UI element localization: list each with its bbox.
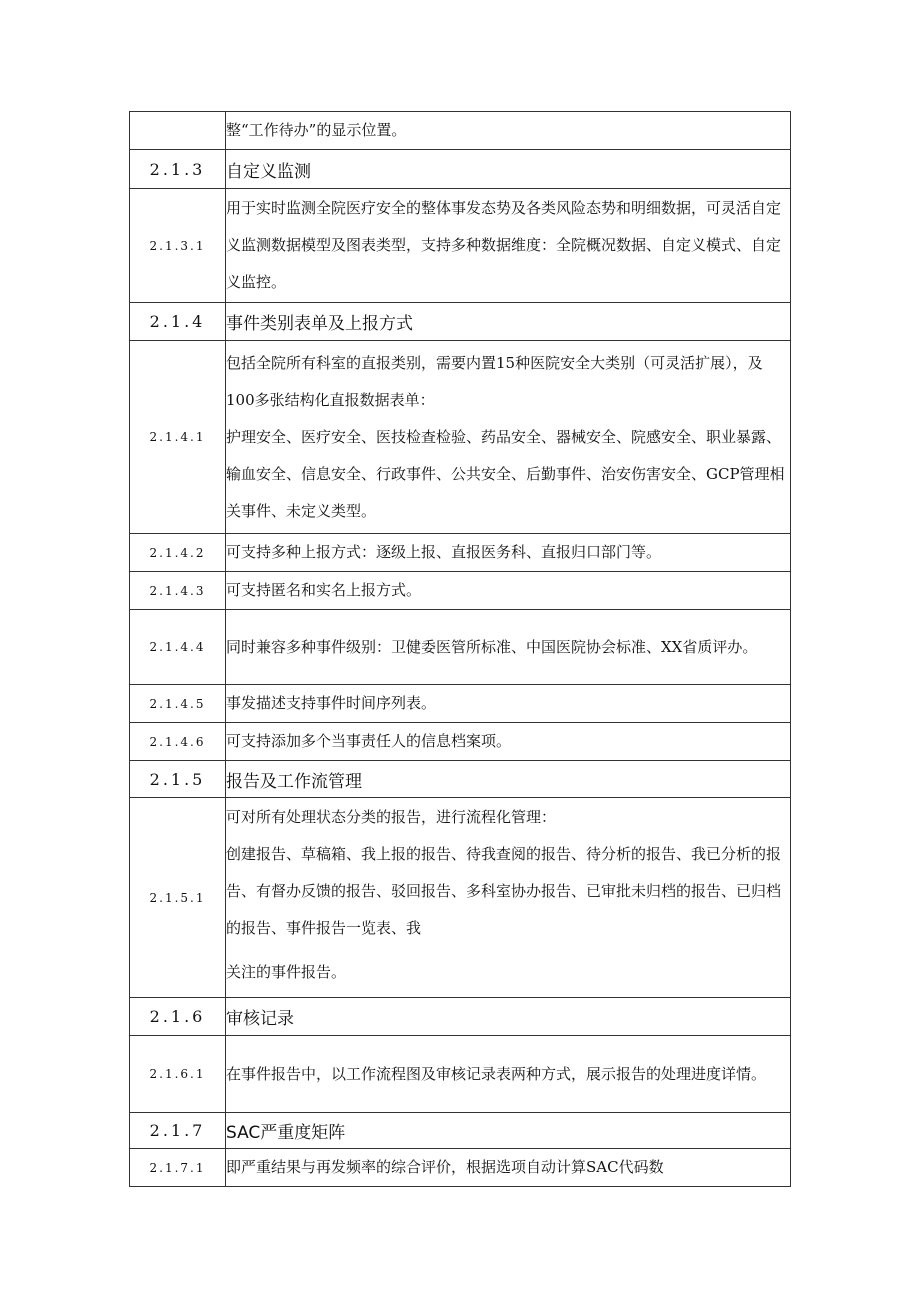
section-row bbox=[130, 998, 791, 1036]
table-row bbox=[130, 685, 791, 723]
section-row bbox=[130, 761, 791, 798]
item-description bbox=[226, 723, 791, 761]
section-title: SAC严重度矩阵 bbox=[226, 1113, 791, 1149]
item-description bbox=[226, 572, 791, 610]
item-number: 2.1.4.4 bbox=[130, 610, 226, 685]
table-row bbox=[130, 1036, 791, 1113]
table-row bbox=[130, 112, 791, 150]
section-title: 事件类别表单及上报方式 bbox=[226, 303, 791, 341]
section-number: 2.1.7 bbox=[130, 1113, 226, 1149]
section-number: 2.1.4 bbox=[130, 303, 226, 341]
item-description bbox=[226, 112, 791, 150]
item-description bbox=[226, 798, 791, 998]
table-row bbox=[130, 341, 791, 534]
description-line: 护理安全、医疗安全、医技检查检验、药品安全、器械安全、院感安全、职业暴露、输血安全、信息安全、行政事件、公共安全、后勤事件、治安伤害安全、GCP管理相关事件、未定义类型。 bbox=[226, 427, 785, 520]
item-number: 2.1.4.6 bbox=[130, 723, 226, 761]
section-title: 报告及工作流管理 bbox=[226, 761, 791, 798]
requirements-table bbox=[129, 111, 791, 1187]
item-description bbox=[226, 1149, 791, 1187]
description-line: 可支持多种上报方式：逐级上报、直报医务科、直报归口部门等。 bbox=[226, 543, 662, 561]
description-line: 事发描述支持事件时间序列表。 bbox=[226, 694, 437, 712]
item-description bbox=[226, 685, 791, 723]
description-line: 包括全院所有科室的直报类别，需要内置15种医院安全大类别（可灵活扩展），及100多张结构化直报数据表单： bbox=[226, 353, 763, 409]
item-description bbox=[226, 189, 791, 303]
item-number: 2.1.4.1 bbox=[130, 341, 226, 534]
item-description bbox=[226, 534, 791, 572]
item-number: 2.1.7.1 bbox=[130, 1149, 226, 1187]
item-number: 2.1.5.1 bbox=[130, 798, 226, 998]
section-title: 自定义监测 bbox=[226, 150, 791, 189]
item-number: 2.1.4.5 bbox=[130, 685, 226, 723]
item-number: 2.1.4.2 bbox=[130, 534, 226, 572]
table-row bbox=[130, 189, 791, 303]
item-number: 2.1.3.1 bbox=[130, 189, 226, 303]
description-line: 即严重结果与再发频率的综合评价，根据选项自动计算SAC代码数 bbox=[226, 1158, 664, 1176]
item-number: 2.1.4.3 bbox=[130, 572, 226, 610]
description-line: 在事件报告中，以工作流程图及审核记录表两种方式，展示报告的处理进度详情。 bbox=[226, 1064, 767, 1083]
item-description bbox=[226, 341, 791, 534]
item-description bbox=[226, 610, 791, 685]
table-row bbox=[130, 1149, 791, 1187]
section-title: 审核记录 bbox=[226, 998, 791, 1036]
description-line: 同时兼容多种事件级别：卫健委医管所标准、中国医院协会标准、XX省质评办。 bbox=[226, 637, 758, 656]
section-number: 2.1.5 bbox=[130, 761, 226, 798]
description-line: 创建报告、草稿箱、我上报的报告、待我查阅的报告、待分析的报告、我已分析的报告、有督办反馈的报告、驳回报告、多科室协办报告、已审批未归档的报告、已归档的报告、事件报告一览表、我 bbox=[226, 844, 782, 937]
table-row bbox=[130, 723, 791, 761]
table-row bbox=[130, 798, 791, 998]
section-number: 2.1.6 bbox=[130, 998, 226, 1036]
section-row bbox=[130, 1113, 791, 1149]
section-row bbox=[130, 150, 791, 189]
item-number bbox=[130, 112, 226, 150]
description-line: 可支持匿名和实名上报方式。 bbox=[226, 581, 422, 599]
description-line: 用于实时监测全院医疗安全的整体事发态势及各类风险态势和明细数据，可灵活自定义监测数据模型及图表类型，支持多种数据维度：全院概况数据、自定义模式、自定义监控。 bbox=[226, 199, 782, 291]
description-line: 关注的事件报告。 bbox=[226, 962, 347, 981]
section-number: 2.1.3 bbox=[130, 150, 226, 189]
description-line: 可支持添加多个当事责任人的信息档案项。 bbox=[226, 732, 512, 750]
description-line: 可对所有处理状态分类的报告，进行流程化管理： bbox=[226, 807, 557, 826]
table-row bbox=[130, 534, 791, 572]
item-number: 2.1.6.1 bbox=[130, 1036, 226, 1113]
table-row bbox=[130, 572, 791, 610]
section-row bbox=[130, 303, 791, 341]
description-line: 整“工作待办”的显示位置。 bbox=[226, 121, 407, 139]
table-row bbox=[130, 610, 791, 685]
item-description bbox=[226, 1036, 791, 1113]
